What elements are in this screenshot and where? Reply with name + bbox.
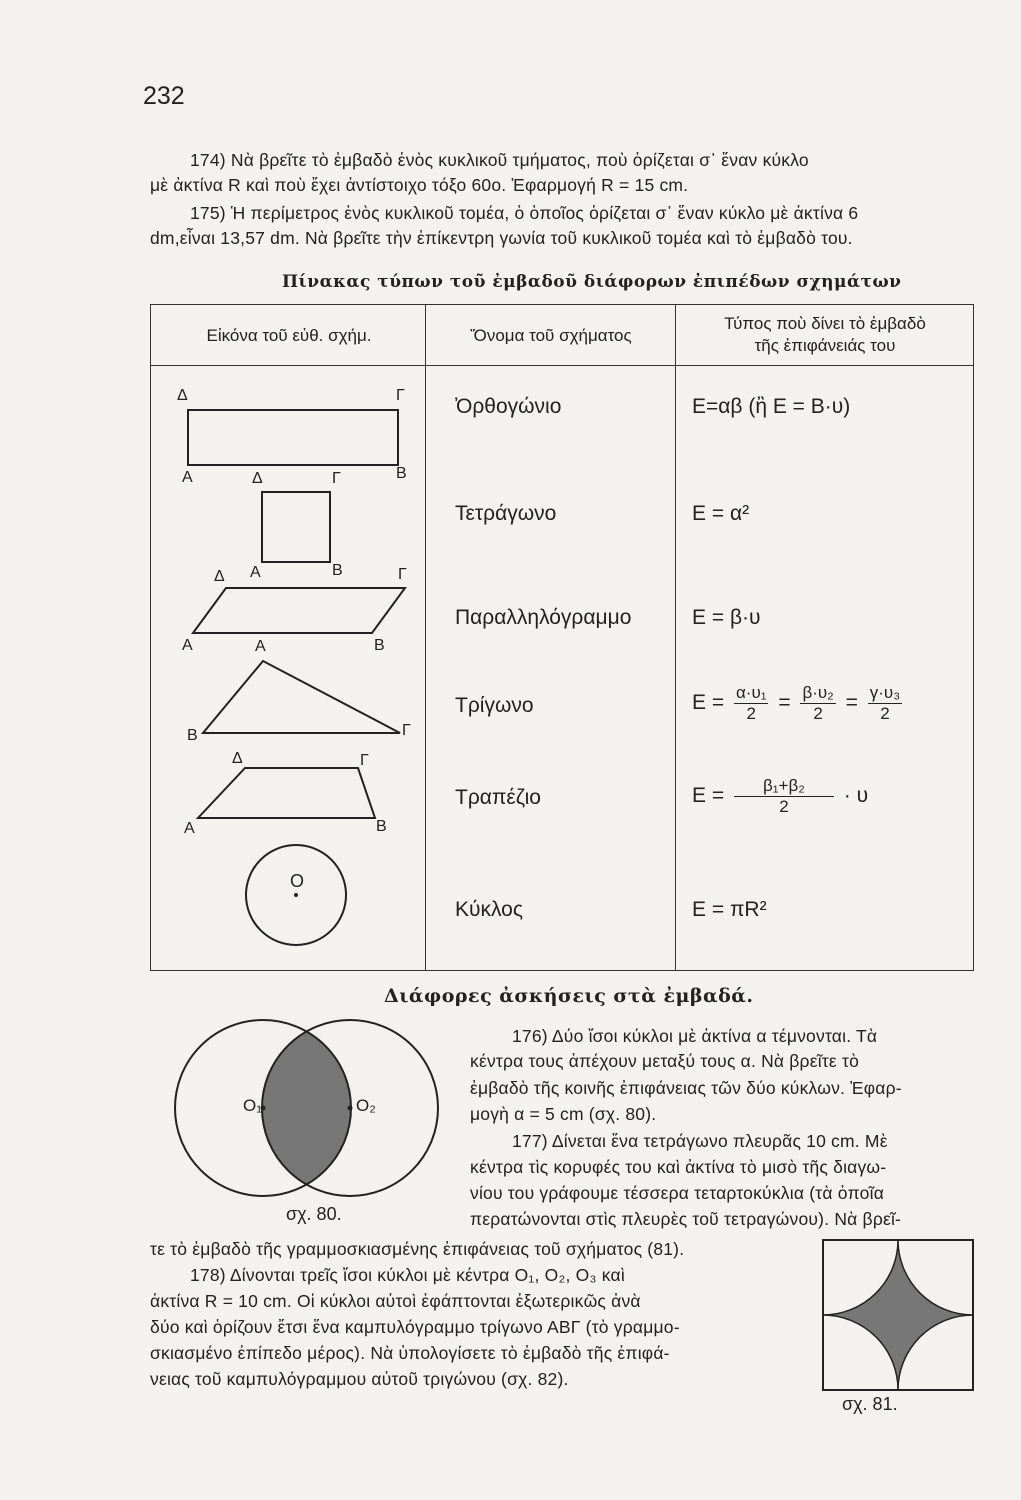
circle-label-o: O — [290, 871, 305, 891]
header-formula-line2: τῆς ἐπιφάνειάς του — [754, 336, 896, 355]
fig80-center-2 — [348, 1106, 353, 1111]
exercise-178-line3: δύο καὶ ὁρίζουν ἔτσι ἕνα καμπυλόγραμμο τρίγωνο ΑΒΓ (τὸ γραμμο- — [150, 1317, 680, 1337]
parallelogram-label-a: Α — [182, 637, 193, 654]
frac-den: 2 — [779, 797, 789, 816]
shape-name-circle: Κύκλος — [455, 898, 523, 921]
formula-rectangle: E=αβ (ἢ E = B·υ) — [692, 395, 851, 418]
formula-trapezoid-prefix: E = — [692, 784, 725, 808]
exercise-176-line1: 176) Δύο ἴσοι κύκλοι μὲ ἀκτίνα α τέμνονται. Τὰ — [512, 1026, 878, 1046]
parallelogram-label-d: Δ — [214, 568, 225, 585]
exercise-178-line4: σκιασμένο ἐπίπεδο μέρος). Νὰ ὑπολογίσετε τὸ ἐμβαδὸ τῆς ἐπιφά- — [150, 1343, 670, 1363]
shape-name-trapezoid: Τραπέζιο — [455, 786, 541, 809]
trapezoid-figure — [198, 768, 375, 818]
formula-triangle-eq2: = — [845, 691, 858, 715]
frac-num: β·υ₂ — [802, 683, 834, 702]
exercise-178-line5: νειας τοῦ καμπυλόγραμμου αὐτοῦ τριγώνου (σχ. 82). — [150, 1369, 569, 1389]
exercise-177-line5: τε τὸ ἐμβαδὸ τῆς γραμμοσκιασμένης ἐπιφάνειας τοῦ σχήματος (81). — [150, 1239, 685, 1259]
formula-circle: E = πR² — [692, 898, 767, 921]
page-number: 232 — [143, 82, 185, 110]
rect-label-b: Β — [396, 465, 407, 482]
frac-den: 2 — [746, 704, 756, 723]
rect-label-d: Δ — [177, 387, 188, 404]
formula-square: E = α² — [692, 502, 750, 525]
exercise-175-line1: 175) Ἡ περίμετρος ἑνὸς κυκλικοῦ τομέα, ὁ ὁποῖος ὁρίζεται σ᾽ ἕναν κύκλο μὲ ἀκτίνα 6 — [190, 203, 859, 223]
frac-num: γ·υ₃ — [869, 683, 901, 702]
fig80-label-o1: O₁ — [243, 1096, 262, 1115]
exercise-176-line4: μογὴ α = 5 cm (σχ. 80). — [470, 1104, 657, 1124]
exercise-175-line2: dm,εἶναι 13,57 dm. Νὰ βρεῖτε τὴν ἐπίκεντρη γωνία τοῦ κυκλικοῦ τομέα καὶ τὸ ἐμβαδὸ του. — [150, 228, 853, 248]
circle-center-dot — [294, 893, 298, 897]
trapezoid-label-d: Δ — [232, 750, 243, 767]
exercise-177-line1: 177) Δίνεται ἕνα τετράγωνο πλευρᾶς 10 cm. Μὲ — [512, 1131, 888, 1151]
frac-num: β₁+β₂ — [734, 776, 834, 797]
header-figure: Εἰκόνα τοῦ εὐθ. σχήμ. — [206, 326, 372, 345]
section-title: Διάφορες ἀσκήσεις στὰ ἐμβαδά. — [384, 985, 754, 1007]
square-label-b: Β — [332, 562, 343, 579]
parallelogram-label-b: Β — [374, 637, 385, 654]
trapezoid-label-b: Β — [376, 818, 387, 835]
table-title: Πίνακας τύπων τοῦ ἐμβαδοῦ διάφορων ἐπιπέδων σχημάτων — [282, 272, 902, 292]
square-label-d: Δ — [252, 470, 263, 487]
shape-name-square: Τετράγωνο — [455, 502, 557, 525]
exercise-178-line2: ἀκτίνα R = 10 cm. Οἱ κύκλοι αὐτοὶ ἐφάπτονται ἐξωτερικῶς ἀνὰ — [150, 1291, 641, 1311]
triangle-label-g: Γ — [402, 722, 411, 739]
formula-parallelogram: E = β·υ — [692, 606, 761, 629]
exercise-174-line2: μὲ ἀκτίνα R καὶ ποὺ ἔχει ἀντίστοιχο τόξο 60ο. Ἐφαρμογή R = 15 cm. — [150, 175, 689, 195]
triangle-label-b: Β — [187, 727, 198, 744]
exercise-177-line2: κέντρα τὶς κορυφές του καὶ ἀκτίνα τὸ μισὸ τῆς διαγω- — [470, 1157, 887, 1177]
shape-name-parallelogram: Παραλληλόγραμμο — [455, 606, 632, 629]
exercise-177-line4: περατώνονται στὶς πλευρὲς τοῦ τετραγώνου). Νὰ βρεῖ- — [470, 1209, 902, 1229]
square-figure — [262, 492, 330, 562]
exercise-174-line1: 174) Νὰ βρεῖτε τὸ ἐμβαδὸ ἑνὸς κυκλικοῦ τμήματος, ποὺ ὁρίζεται σ᾽ ἕναν κύκλο — [190, 150, 809, 170]
rect-label-g: Γ — [396, 387, 405, 404]
parallelogram-label-g: Γ — [398, 566, 407, 583]
triangle-figure — [203, 661, 400, 733]
trapezoid-label-g: Γ — [360, 752, 369, 769]
frac-den: 2 — [880, 704, 890, 723]
exercise-176-line2: κέντρα τους ἀπέχουν μεταξύ τους α. Νὰ βρεῖτε τὸ — [470, 1051, 860, 1071]
square-label-a: Α — [250, 564, 261, 581]
fig81-caption: σχ. 81. — [842, 1394, 898, 1414]
fig80-caption: σχ. 80. — [286, 1204, 342, 1224]
square-label-g: Γ — [332, 470, 341, 487]
formula-triangle-eq1: = — [778, 691, 791, 715]
rectangle-figure — [188, 410, 398, 465]
fig80-label-o2: O₂ — [356, 1096, 376, 1115]
exercise-178-line1: 178) Δίνονται τρεῖς ἴσοι κύκλοι μὲ κέντρα O₁, O₂, O₃ καὶ — [190, 1265, 625, 1285]
formula-trapezoid-suffix: · υ — [843, 784, 869, 808]
frac-den: 2 — [813, 704, 823, 723]
exercise-176-line3: ἐμβαδὸ τῆς κοινῆς ἐπιφάνειας τῶν δύο κύκλων. Ἐφαρ- — [470, 1078, 902, 1098]
rect-label-a: Α — [182, 469, 193, 486]
header-formula-line1: Τύπος ποὺ δίνει τὸ ἐμβαδὸ — [724, 314, 926, 333]
trapezoid-label-a: Α — [184, 820, 195, 837]
header-name: Ὄνομα τοῦ σχήματος — [470, 326, 632, 345]
shape-name-rectangle: Ὀρθογώνιο — [455, 395, 562, 418]
frac-num: α·υ₁ — [735, 683, 767, 702]
exercise-177-line3: νίου του γράφουμε τέσσερα τεταρτοκύκλια (τὰ ὁποῖα — [470, 1183, 885, 1203]
shape-name-triangle: Τρίγωνο — [455, 694, 534, 717]
formula-triangle-prefix: E = — [692, 691, 725, 715]
triangle-label-a: Α — [255, 638, 266, 655]
parallelogram-figure — [193, 588, 405, 633]
